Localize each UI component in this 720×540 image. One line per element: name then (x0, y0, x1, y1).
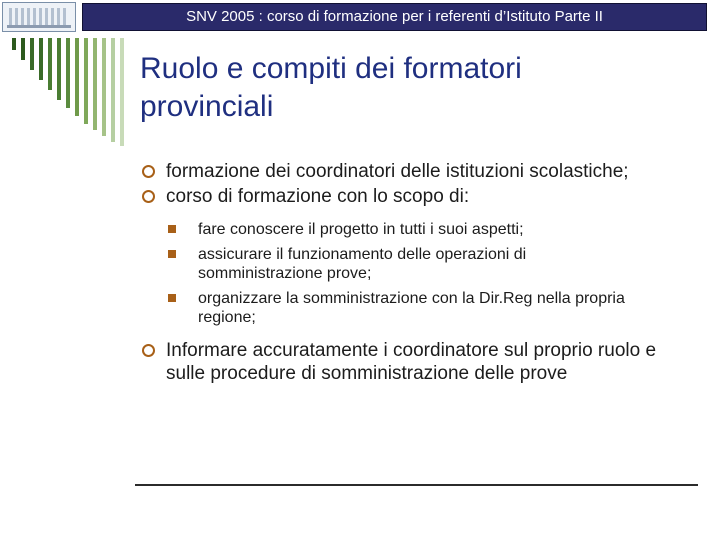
sub-bullet-text: organizzare la somministrazione con la Dir.Reg nella propria regione; (198, 290, 625, 326)
bullet-item (140, 185, 700, 208)
hollow-circle-bullet-icon (142, 344, 155, 357)
decorative-stripes (12, 38, 132, 148)
slide-header (82, 3, 707, 31)
sub-bullet-item (198, 245, 648, 283)
filled-square-bullet-icon (168, 225, 176, 233)
institution-logo (2, 2, 76, 32)
title-line-1: Ruolo e compiti dei formatori (140, 52, 522, 85)
title-line-2: provinciali (140, 90, 274, 123)
filled-square-bullet-icon (168, 294, 176, 302)
bullet-item (140, 339, 700, 385)
hollow-circle-bullet-icon (142, 165, 155, 178)
sub-bullet-item (198, 220, 648, 239)
sub-bullet-text: assicurare il funzionamento delle operazioni di somministrazione prove; (198, 246, 527, 282)
filled-square-bullet-icon (168, 250, 176, 258)
hollow-circle-bullet-icon (142, 190, 155, 203)
bottom-divider (135, 484, 698, 486)
bullet-text: corso di formazione con lo scopo di: (166, 186, 470, 207)
bullet-text: formazione dei coordinatori delle istituzioni scolastiche; (166, 161, 629, 182)
bullet-item (140, 160, 700, 183)
sub-bullet-item (198, 289, 648, 327)
sub-bullet-text: fare conoscere il progetto in tutti i suoi aspetti; (198, 221, 524, 238)
slide-title (140, 50, 700, 126)
bullet-text: Informare accuratamente i coordinatore sul proprio ruolo e sulle procedure di somministrazione delle prove (166, 340, 657, 384)
header-title: SNV 2005 : corso di formazione per i referenti d’Istituto Parte II (186, 8, 603, 25)
slide-body (140, 160, 700, 385)
